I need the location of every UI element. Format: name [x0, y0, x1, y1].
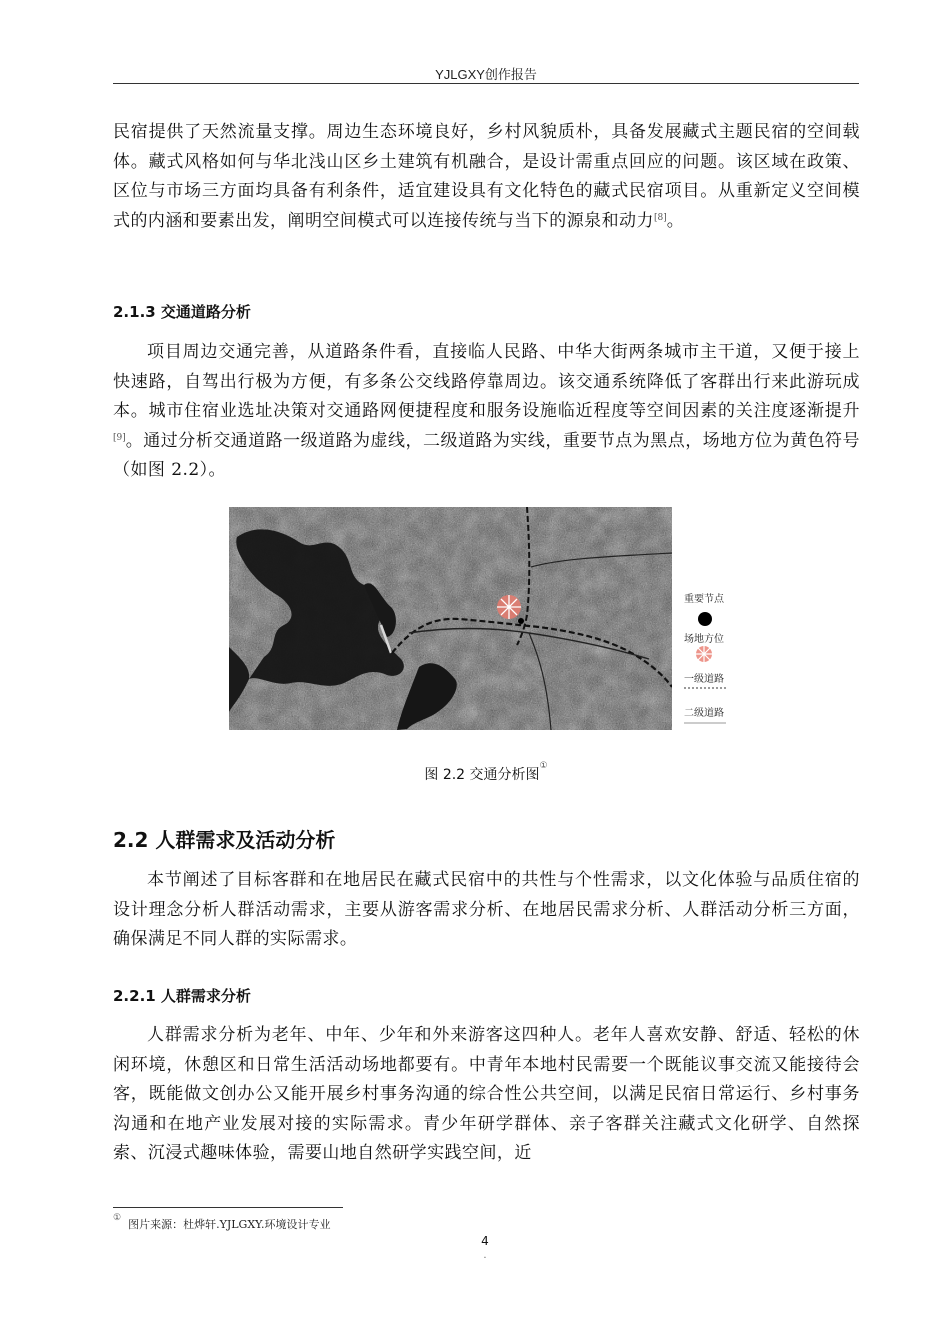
site-marker	[497, 595, 521, 619]
page-header: YJLGXY创作报告	[435, 67, 537, 82]
legend-site-icon	[695, 645, 713, 663]
paragraph-text-cont: 。通过分析交通道路一级道路为虚线，二级道路为实线，重要节点为黑点，场地方位为黄色符号（如图 2.2）。	[113, 430, 860, 480]
heading-2-2-1: 2.2.1 人群需求分析	[113, 987, 251, 1005]
citation-9: [9]	[113, 432, 126, 443]
figure-caption	[113, 761, 859, 784]
traffic-analysis-map	[229, 507, 672, 730]
paragraph-site-context	[113, 118, 860, 236]
important-node-marker	[518, 618, 524, 624]
paragraph-end: 。	[666, 210, 685, 231]
paragraph-traffic	[113, 338, 860, 486]
citation-8: [8]	[653, 212, 667, 223]
page-dot: .	[483, 1250, 487, 1261]
header-rule	[113, 83, 859, 84]
footnote-mark: ①	[113, 1213, 122, 1223]
paragraph-text: 项目周边交通完善，从道路条件看，直接临人民路、中华大街两条城市主干道，又便于接上快速路，自驾出行极为方便，有多条公交线路停靠周边。该交通系统降低了客群出行来此游玩成本。城市住宿业选址决策对交通路网便捷程度和服务设施临近程度等空间因素的关注度逐渐提升	[113, 342, 860, 421]
legend-primary-line	[684, 686, 726, 690]
paragraph-text: 民宿提供了天然流量支撑。周边生态环境良好，乡村风貌质朴，具备发展藏式主题民宿的空间载体。藏式风格如何与华北浅山区乡土建筑有机融合，是设计需重点回应的问题。该区域在政策、区位与市场三方面均具备有利条件，适宜建设具有文化特色的藏式民宿项目。从重新定义空间模式的内涵和要素出发，阐明空间模式可以连接传统与当下的源泉和动力	[113, 122, 860, 231]
satellite-image	[229, 507, 672, 730]
legend-secondary-line	[684, 721, 726, 725]
legend-site-label: 场地方位	[684, 634, 724, 645]
footnote-text: 图片来源：杜烨轩.YJLGXY.环境设计专业	[128, 1218, 331, 1231]
page-number: 4	[481, 1234, 489, 1248]
heading-2-2: 2.2 人群需求及活动分析	[113, 828, 336, 852]
footnote-rule	[113, 1207, 343, 1208]
caption-footnote-mark: ①	[539, 761, 548, 771]
legend-node-icon	[696, 610, 714, 628]
caption-text: 图 2.2 交通分析图	[424, 767, 540, 783]
legend-node-label: 重要节点	[684, 594, 724, 605]
paragraph-demand: 人群需求分析为老年、中年、少年和外来游客这四种人。老年人喜欢安静、舒适、轻松的休闲环境，休憩区和日常生活活动场地都要有。中青年本地村民需要一个既能议事交流又能接待会客，既能做文创办公又能开展乡村事务沟通的综合性公共空间，以满足民宿日常运行、乡村事务沟通和在地产业发展对接的实际需求。青少年研学群体、亲子客群关注藏式文化研学、自然探索、沉浸式趣味体验，需要山地自然研学实践空间，近	[113, 1025, 860, 1163]
legend-secondary-label: 二级道路	[684, 708, 724, 719]
footnote	[113, 1213, 331, 1232]
paragraph-section-intro: 本节阐述了目标客群和在地居民在藏式民宿中的共性与个性需求，以文化体验与品质住宿的设计理念分析人群活动需求，主要从游客需求分析、在地居民需求分析、人群活动分析三方面，确保满足不同人群的实际需求。	[113, 870, 860, 949]
legend-primary-label: 一级道路	[684, 674, 724, 685]
heading-2-1-3: 2.1.3 交通道路分析	[113, 303, 251, 321]
